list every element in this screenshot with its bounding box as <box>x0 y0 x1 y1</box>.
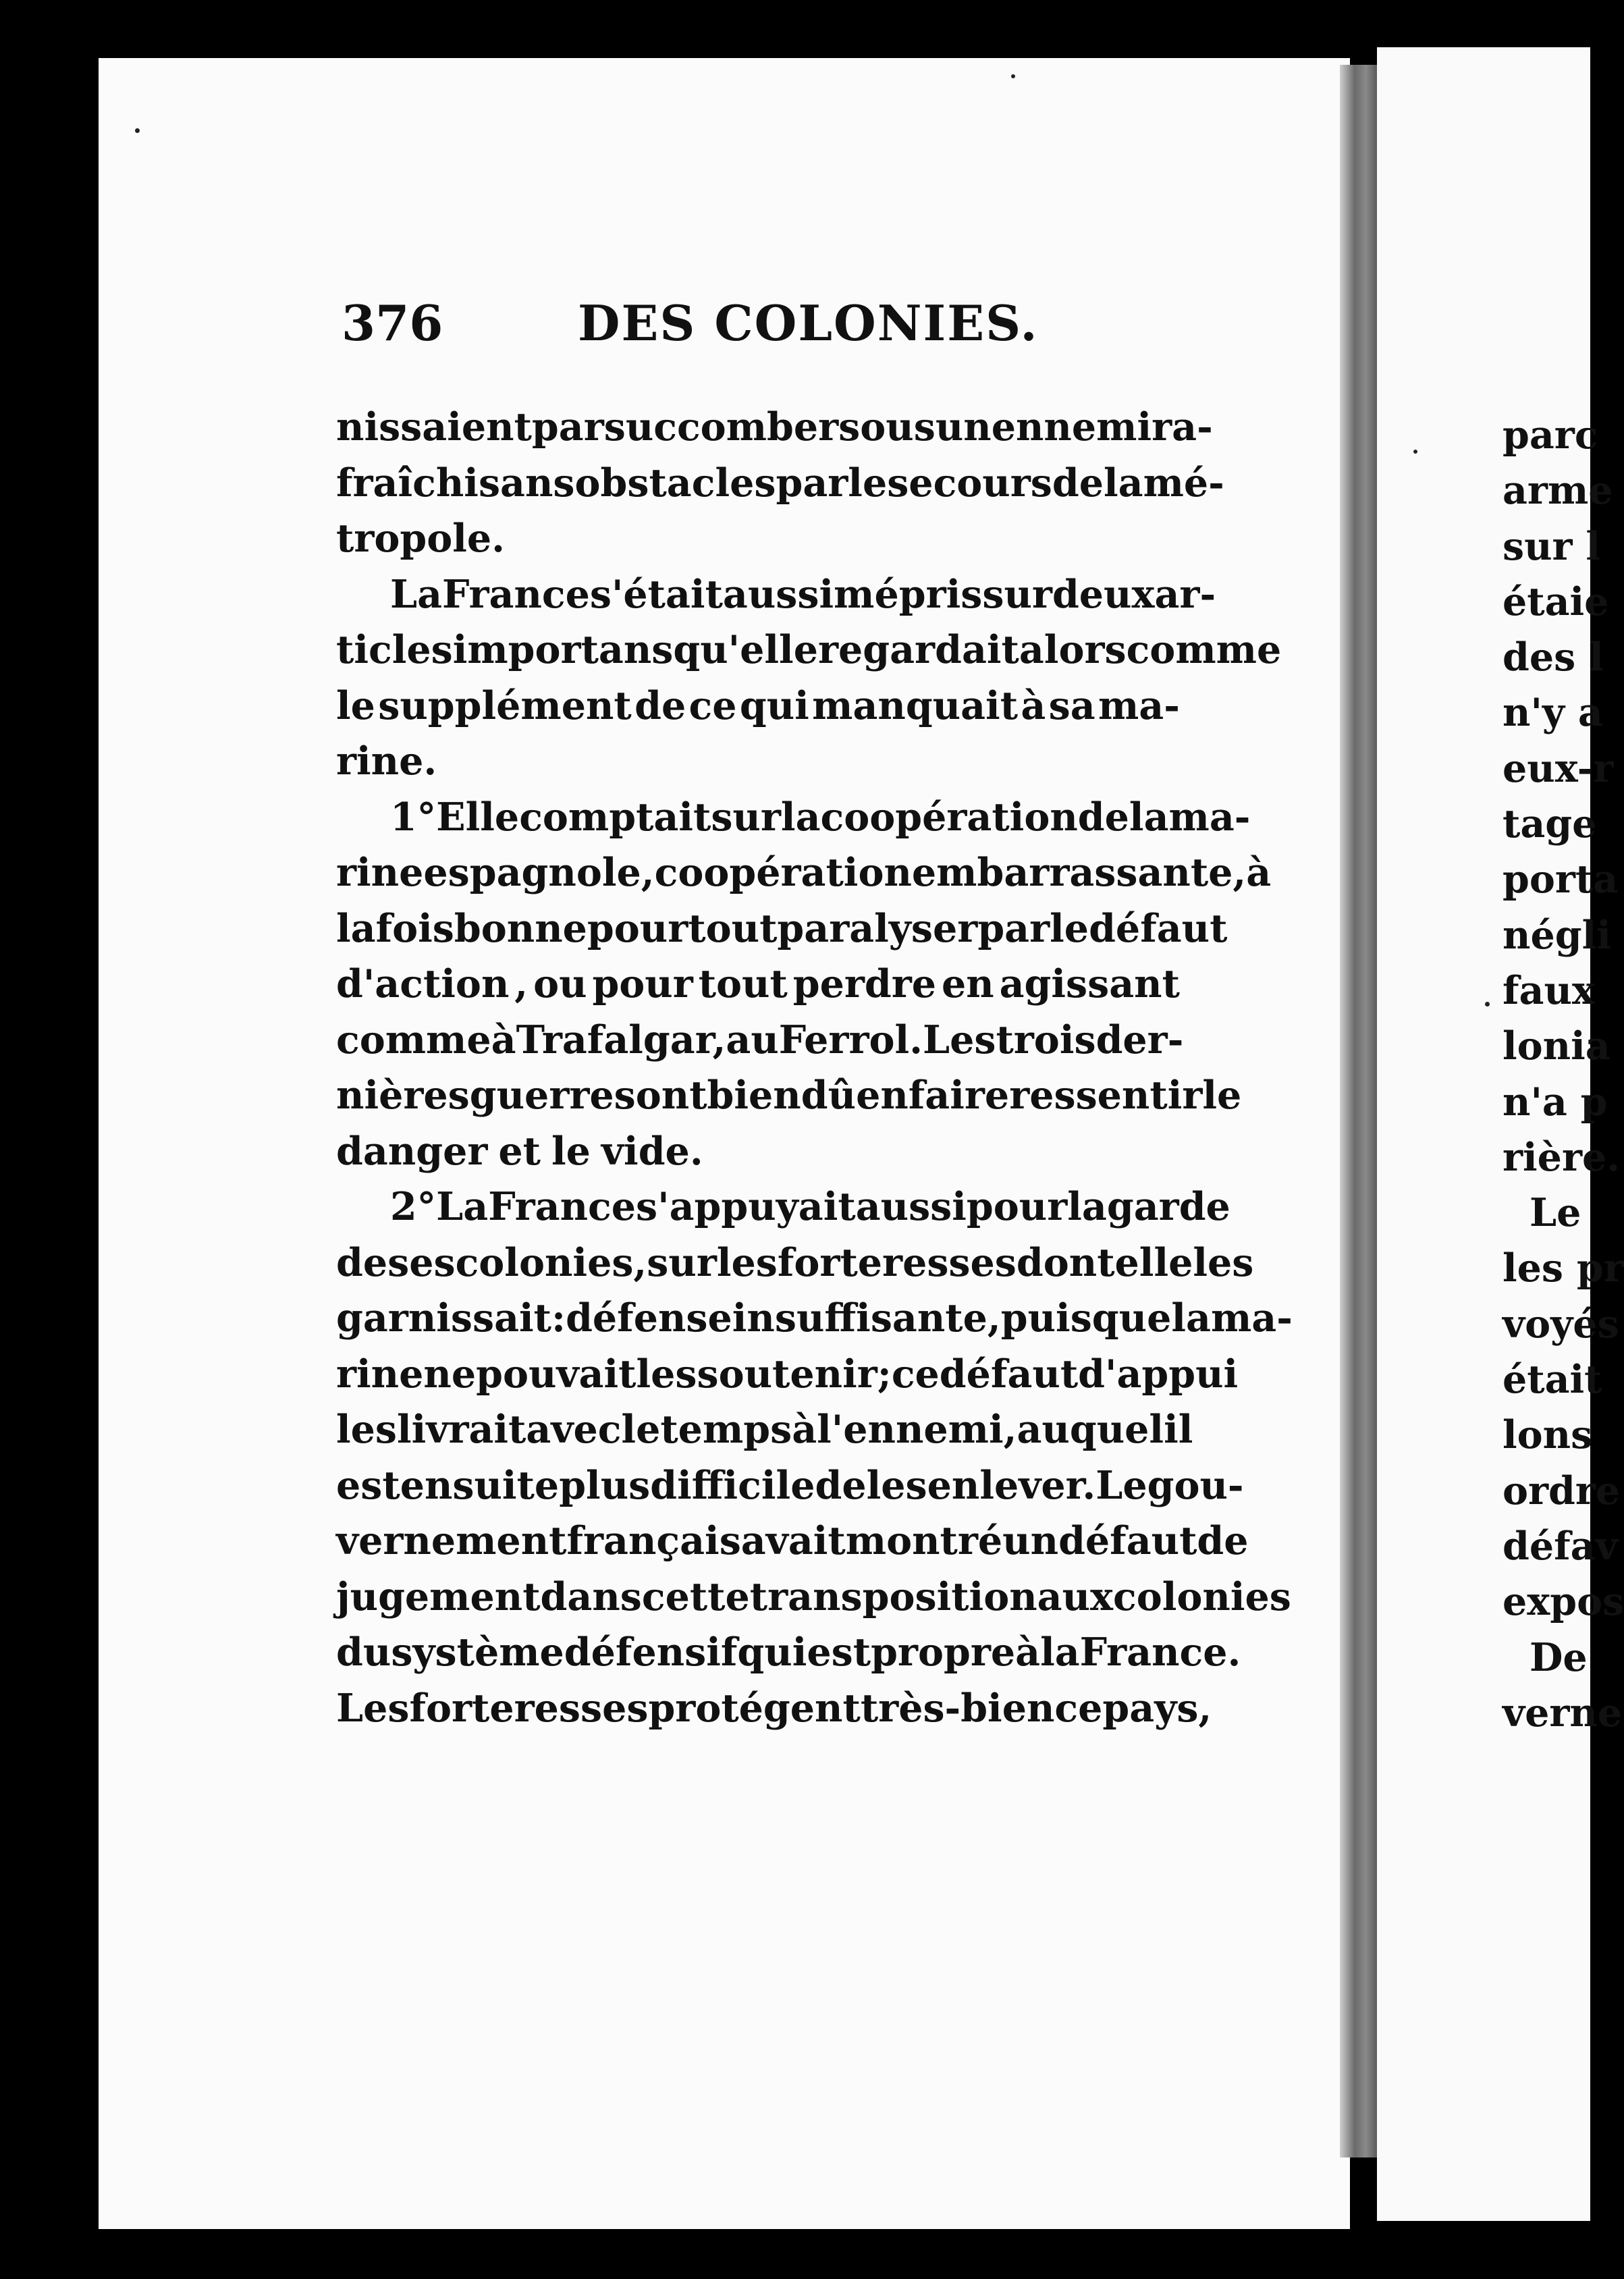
word: Ferrol. <box>778 1017 923 1063</box>
word: der- <box>1095 1017 1184 1063</box>
word: fois <box>375 905 454 951</box>
word: colonies <box>1113 1574 1291 1619</box>
word: à <box>1021 682 1046 728</box>
word: ra- <box>1152 404 1213 450</box>
text-line: n'y a <box>1503 690 1603 736</box>
word: ma- <box>1210 1295 1293 1341</box>
text-line <box>336 456 1224 512</box>
text-line <box>336 734 1180 790</box>
word: ressentir <box>1009 1073 1203 1118</box>
text-line: voyés <box>1503 1301 1619 1347</box>
word: s'était <box>589 571 723 617</box>
word: garnissait <box>336 1295 552 1341</box>
word: ce <box>688 682 737 728</box>
text-line: expos <box>1503 1579 1624 1625</box>
word: comptait <box>519 794 711 840</box>
word: tropole. <box>336 516 506 561</box>
text-line: verne <box>1503 1690 1623 1736</box>
word: alors <box>1019 627 1127 672</box>
word: les <box>336 1407 398 1452</box>
word: ne <box>423 1351 477 1397</box>
word: qui <box>739 682 809 728</box>
text-line <box>336 1068 1242 1124</box>
running-header <box>342 294 1199 355</box>
word: rine. <box>336 739 437 784</box>
word: Le <box>1095 1462 1147 1508</box>
text-line <box>336 400 1213 456</box>
word: système <box>391 1630 564 1675</box>
word: dans <box>540 1574 642 1619</box>
text-line <box>336 511 1180 567</box>
word: France <box>442 571 590 617</box>
word: soutenir; <box>697 1351 892 1397</box>
word: par <box>531 404 604 450</box>
text-line <box>336 1291 1293 1347</box>
text-line: lonia <box>1503 1023 1611 1069</box>
word: supplément <box>378 682 632 728</box>
text-line <box>336 1013 1184 1069</box>
word: à <box>491 1017 516 1063</box>
word: coopération <box>820 794 1078 840</box>
text-line: arme <box>1503 468 1613 514</box>
word: un <box>1002 1518 1059 1563</box>
word: de <box>1197 1518 1249 1563</box>
text-line <box>336 901 1228 957</box>
text-line: rière. <box>1503 1134 1621 1180</box>
text-line: parc <box>1503 412 1598 458</box>
word: gou- <box>1147 1462 1244 1508</box>
book-gutter <box>1340 65 1377 2157</box>
word: espagnole, <box>423 850 655 895</box>
word: la <box>780 794 821 840</box>
word: du <box>336 1630 391 1675</box>
word: les <box>636 1351 697 1397</box>
word: comme <box>1126 627 1282 672</box>
word: s'appuyait <box>636 1184 856 1229</box>
word: enlever. <box>927 1462 1096 1508</box>
word: en <box>856 1073 909 1118</box>
word: insuffisante, <box>732 1295 1001 1341</box>
word: qu'elle <box>673 627 818 672</box>
text-line: n'a p <box>1503 1079 1608 1125</box>
word: la <box>1067 1184 1107 1229</box>
speck <box>1485 1002 1490 1007</box>
word: sans <box>478 460 575 506</box>
word: danger <box>336 1128 488 1174</box>
word: obstacles <box>574 460 776 506</box>
word: aussi <box>722 571 834 617</box>
word: sur <box>711 794 781 840</box>
word: sa <box>1048 682 1095 728</box>
left-page-text <box>336 400 1293 1736</box>
word: jugement <box>336 1574 541 1619</box>
word: secours <box>887 460 1052 506</box>
word: le <box>848 460 888 506</box>
text-line <box>336 1179 1230 1235</box>
word: paralyser <box>777 905 978 951</box>
word: défensif <box>564 1630 738 1675</box>
word: défaut <box>1089 905 1228 951</box>
word: le <box>1050 905 1089 951</box>
word: puisque <box>1000 1295 1172 1341</box>
word: bonne <box>454 905 587 951</box>
word: pouvait <box>476 1351 637 1397</box>
word: : <box>551 1295 566 1341</box>
word: comme <box>336 1017 491 1063</box>
text-line <box>336 1347 1239 1403</box>
word: deux <box>1052 571 1155 617</box>
word: embarrassante, <box>911 850 1247 895</box>
word: mé- <box>1143 460 1224 506</box>
word: agissant <box>999 961 1180 1007</box>
word: 2° <box>390 1184 437 1229</box>
word: de <box>1077 794 1129 840</box>
word: propre <box>871 1630 1016 1675</box>
word: et <box>498 1128 541 1174</box>
word: un <box>935 404 992 450</box>
word: colonies, <box>455 1239 647 1285</box>
word: à <box>1015 1630 1041 1675</box>
word: le <box>621 1407 661 1452</box>
text-line <box>336 1458 1244 1514</box>
text-line <box>336 567 1216 623</box>
text-line <box>336 1513 1249 1570</box>
text-line: sur l <box>1503 523 1601 569</box>
word: sous <box>838 404 936 450</box>
word: auquel <box>1017 1407 1164 1452</box>
word: pays, <box>1102 1685 1212 1731</box>
word: très-bien <box>860 1685 1055 1731</box>
word: succomber <box>603 404 839 450</box>
word: ses <box>387 1239 456 1285</box>
word: tout <box>688 905 778 951</box>
text-line: porta <box>1503 857 1619 903</box>
word: au <box>726 1017 779 1063</box>
text-line: eux-r <box>1503 745 1614 791</box>
word: défense <box>566 1295 732 1341</box>
word: mépris <box>834 571 983 617</box>
text-line <box>336 1402 1193 1458</box>
word: forteresses <box>777 1239 1017 1285</box>
text-line <box>336 1681 1212 1737</box>
word: elle <box>1114 1239 1193 1285</box>
text-line <box>336 845 1272 901</box>
word: à <box>1246 850 1272 895</box>
text-line: les pr <box>1503 1245 1624 1291</box>
text-line: étaie <box>1503 579 1609 624</box>
word: garde <box>1106 1184 1230 1229</box>
word: rine <box>336 1351 424 1397</box>
word: ennemi <box>991 404 1152 450</box>
word: avec <box>526 1407 622 1452</box>
word: faire <box>908 1073 1010 1118</box>
word: France <box>488 1184 637 1229</box>
text-line: De <box>1530 1634 1588 1680</box>
word: à <box>792 1407 817 1452</box>
word: ce <box>891 1351 940 1397</box>
word: la <box>1129 794 1169 840</box>
word: défaut <box>939 1351 1079 1397</box>
word: de <box>815 1462 867 1508</box>
word: sur <box>647 1239 717 1285</box>
word: Elle <box>436 794 520 840</box>
word: qui <box>737 1630 807 1675</box>
word: forteresses <box>409 1685 649 1731</box>
word: il <box>1164 1407 1193 1452</box>
word: protégent <box>648 1685 861 1731</box>
text-line <box>336 622 1282 678</box>
running-title: DES COLONIES. <box>578 294 1039 352</box>
word: fraîchi <box>336 460 479 506</box>
word: ce <box>1054 1685 1103 1731</box>
word: les <box>866 1462 927 1508</box>
word: manquait <box>812 682 1019 728</box>
word: ma- <box>1168 794 1251 840</box>
text-line <box>336 790 1251 846</box>
text-line: faux <box>1503 967 1595 1013</box>
word: par <box>776 460 848 506</box>
word: regardait <box>817 627 1019 672</box>
text-line <box>336 1124 1180 1180</box>
word: vide. <box>601 1128 703 1174</box>
word: défaut <box>1058 1518 1197 1563</box>
word: est <box>807 1630 871 1675</box>
word: 1° <box>390 794 437 840</box>
word: difficile <box>650 1462 815 1508</box>
word: transposition <box>749 1574 1037 1619</box>
word: ma- <box>1098 682 1180 728</box>
text-line: défav <box>1503 1523 1618 1569</box>
word: trois <box>996 1017 1096 1063</box>
text-line: lons <box>1503 1412 1593 1458</box>
word: ticles <box>336 627 453 672</box>
word: aux <box>1037 1574 1114 1619</box>
word: la <box>1171 1295 1211 1341</box>
word: le <box>336 682 375 728</box>
word: ou <box>533 961 587 1007</box>
word: vernement <box>336 1518 567 1563</box>
word: plus <box>559 1462 651 1508</box>
text-line <box>336 1570 1291 1626</box>
speck <box>135 128 140 133</box>
right-page-text <box>1503 408 1624 1741</box>
word: par <box>977 905 1050 951</box>
word: temps <box>660 1407 792 1452</box>
word: la <box>336 905 376 951</box>
word: est <box>336 1462 400 1508</box>
page-number: 376 <box>342 294 443 352</box>
word: dû <box>801 1073 857 1118</box>
word: la <box>1104 460 1143 506</box>
word: pour <box>592 961 693 1007</box>
text-line: des l <box>1503 635 1604 680</box>
word: rine <box>336 850 424 895</box>
word: la <box>1040 1630 1080 1675</box>
word: d'appui <box>1078 1351 1239 1397</box>
word: France. <box>1079 1630 1241 1675</box>
word: le <box>551 1128 591 1174</box>
word: les <box>1193 1239 1254 1285</box>
word: importans <box>452 627 674 672</box>
word: dont <box>1016 1239 1115 1285</box>
text-line: négli <box>1503 912 1611 958</box>
word: nissaient <box>336 404 532 450</box>
word: Les <box>336 1685 410 1731</box>
word: coopération <box>654 850 912 895</box>
speck <box>1413 450 1417 454</box>
word: de <box>634 682 686 728</box>
word: montré <box>845 1518 1003 1563</box>
word: bien <box>707 1073 801 1118</box>
word: nières <box>336 1073 470 1118</box>
word: La <box>390 571 443 617</box>
word: guerres <box>469 1073 636 1118</box>
word: le <box>1202 1073 1242 1118</box>
word: perdre <box>792 961 937 1007</box>
word: Trafalgar, <box>516 1017 726 1063</box>
word: en <box>941 961 994 1007</box>
word: pour <box>587 905 688 951</box>
word: cette <box>641 1574 750 1619</box>
text-line: tage <box>1503 801 1597 847</box>
word: ensuite <box>400 1462 560 1508</box>
word: l'ennemi, <box>817 1407 1017 1452</box>
word: français <box>566 1518 741 1563</box>
word: avait <box>740 1518 846 1563</box>
word: sur <box>982 571 1052 617</box>
text-line <box>336 957 1180 1013</box>
word: de <box>1052 460 1104 506</box>
text-line <box>336 1235 1254 1291</box>
word: livrait <box>397 1407 526 1452</box>
text-line <box>336 1625 1241 1681</box>
word: ont <box>635 1073 707 1118</box>
word: , <box>514 961 529 1007</box>
word: d'action <box>336 961 510 1007</box>
word: tout <box>698 961 788 1007</box>
speck <box>1011 74 1015 78</box>
word: Les <box>923 1017 996 1063</box>
word: pour <box>966 1184 1068 1229</box>
text-line: ordre <box>1503 1468 1621 1513</box>
word: La <box>436 1184 489 1229</box>
word: ar- <box>1154 571 1216 617</box>
text-line: était <box>1503 1357 1602 1403</box>
word: de <box>336 1239 388 1285</box>
word: aussi <box>855 1184 967 1229</box>
word: les <box>716 1239 778 1285</box>
text-line: Le <box>1530 1190 1581 1236</box>
text-line <box>336 678 1180 734</box>
